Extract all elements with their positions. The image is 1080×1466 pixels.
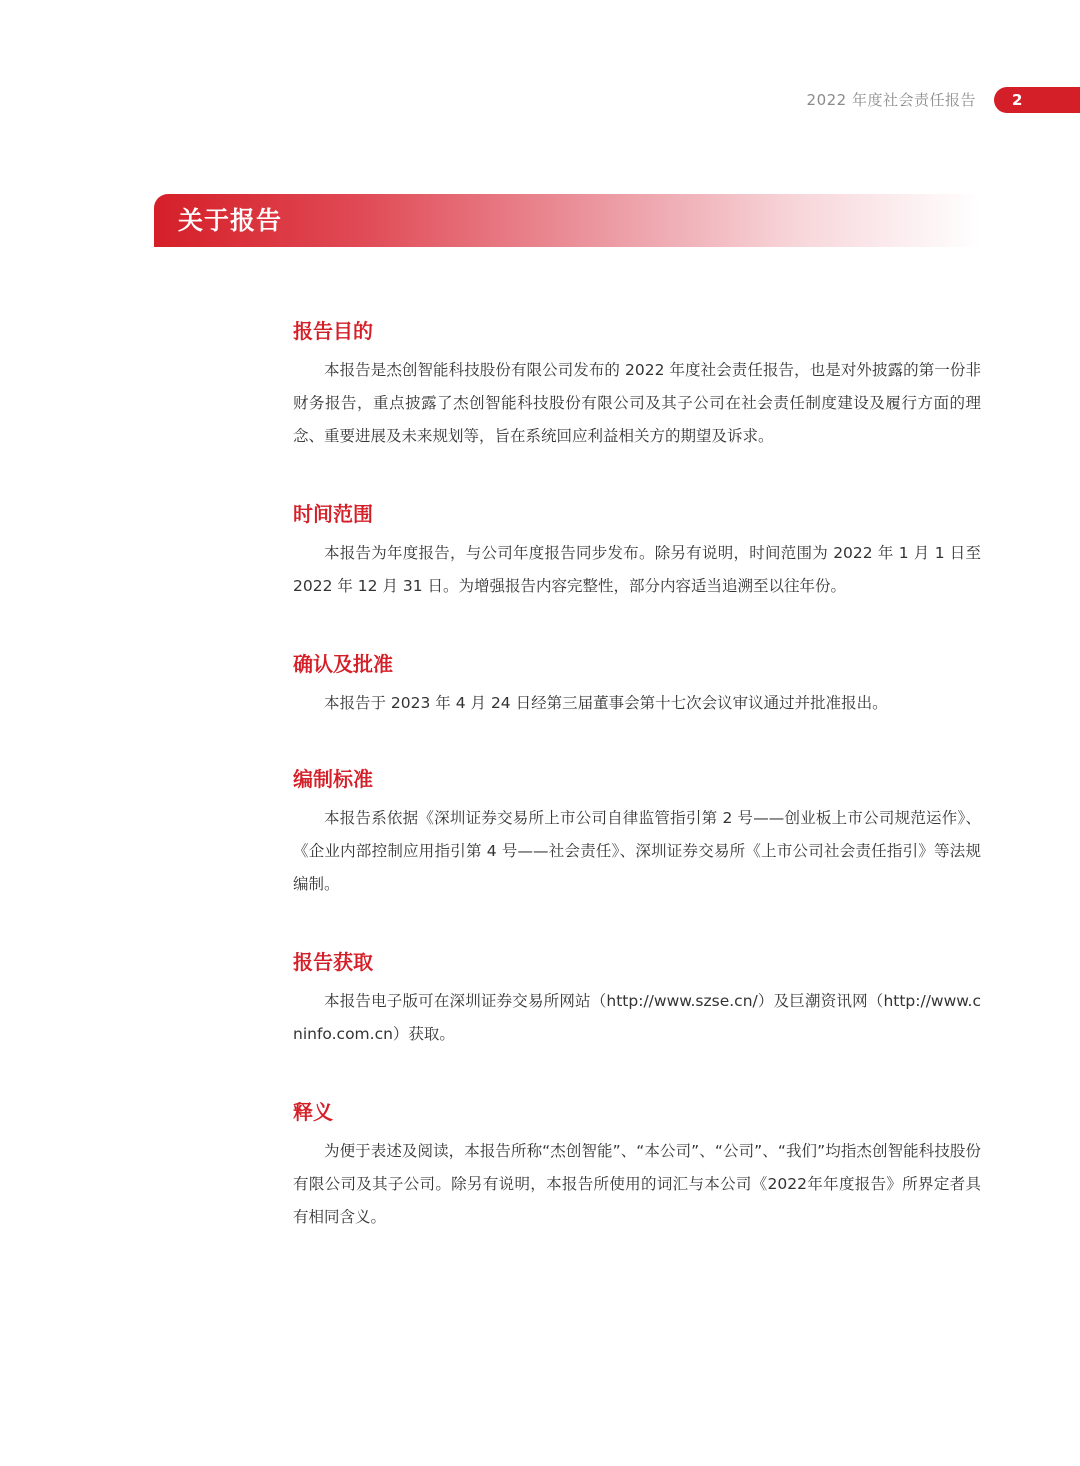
report-content [293,314,981,1234]
section-confirmation-approval [293,647,981,720]
running-header-title: 2022 年度社会责任报告 [806,91,976,109]
section-report-purpose [293,314,981,453]
section-title: 确认及批准 [293,652,393,676]
section-time-range [293,497,981,603]
page-number: 2 [1012,91,1023,109]
section-title: 报告获取 [293,950,373,974]
page-number-tab [994,87,1080,113]
section-title: 时间范围 [293,502,373,526]
section-body: 本报告系依据《深圳证券交易所上市公司自律监管指引第 2 号——创业板上市公司规范运作》、《企业内部控制应用指引第 4 号——社会责任》、深圳证券交易所《上市公司社会责任指引》等法规编制。 [293,809,981,893]
title-banner [154,194,980,247]
section-body: 本报告为年度报告，与公司年度报告同步发布。除另有说明，时间范围为 2022 年 1 月 1 日至 2022 年 12 月 31 日。为增强报告内容完整性，部分内容适当追溯至以往年份。 [293,544,981,595]
page-title: 关于报告 [178,206,283,235]
section-body: 本报告是杰创智能科技股份有限公司发布的 2022 年度社会责任报告，也是对外披露的第一份非财务报告，重点披露了杰创智能科技股份有限公司及其子公司在社会责任制度建设及履行方面的理念、重要进展及未来规划等，旨在系统回应利益相关方的期望及诉求。 [293,361,981,445]
section-body: 为便于表述及阅读，本报告所称“杰创智能”、“本公司”、“公司”、“我们”均指杰创智能科技股份有限公司及其子公司。除另有说明，本报告所使用的词汇与本公司《2022年年度报告》所界定者具有相同含义。 [293,1142,981,1226]
section-title: 报告目的 [293,319,373,343]
section-body: 本报告电子版可在深圳证券交易所网站（http://www.szse.cn/）及巨潮资讯网（http://www.cninfo.com.cn）获取。 [293,992,981,1043]
section-definitions [293,1095,981,1234]
section-body: 本报告于 2023 年 4 月 24 日经第三届董事会第十七次会议审议通过并批准报出。 [324,694,888,712]
section-compilation-standard [293,762,981,901]
section-report-access [293,945,981,1051]
section-title: 释义 [293,1100,333,1124]
section-title: 编制标准 [293,767,373,791]
